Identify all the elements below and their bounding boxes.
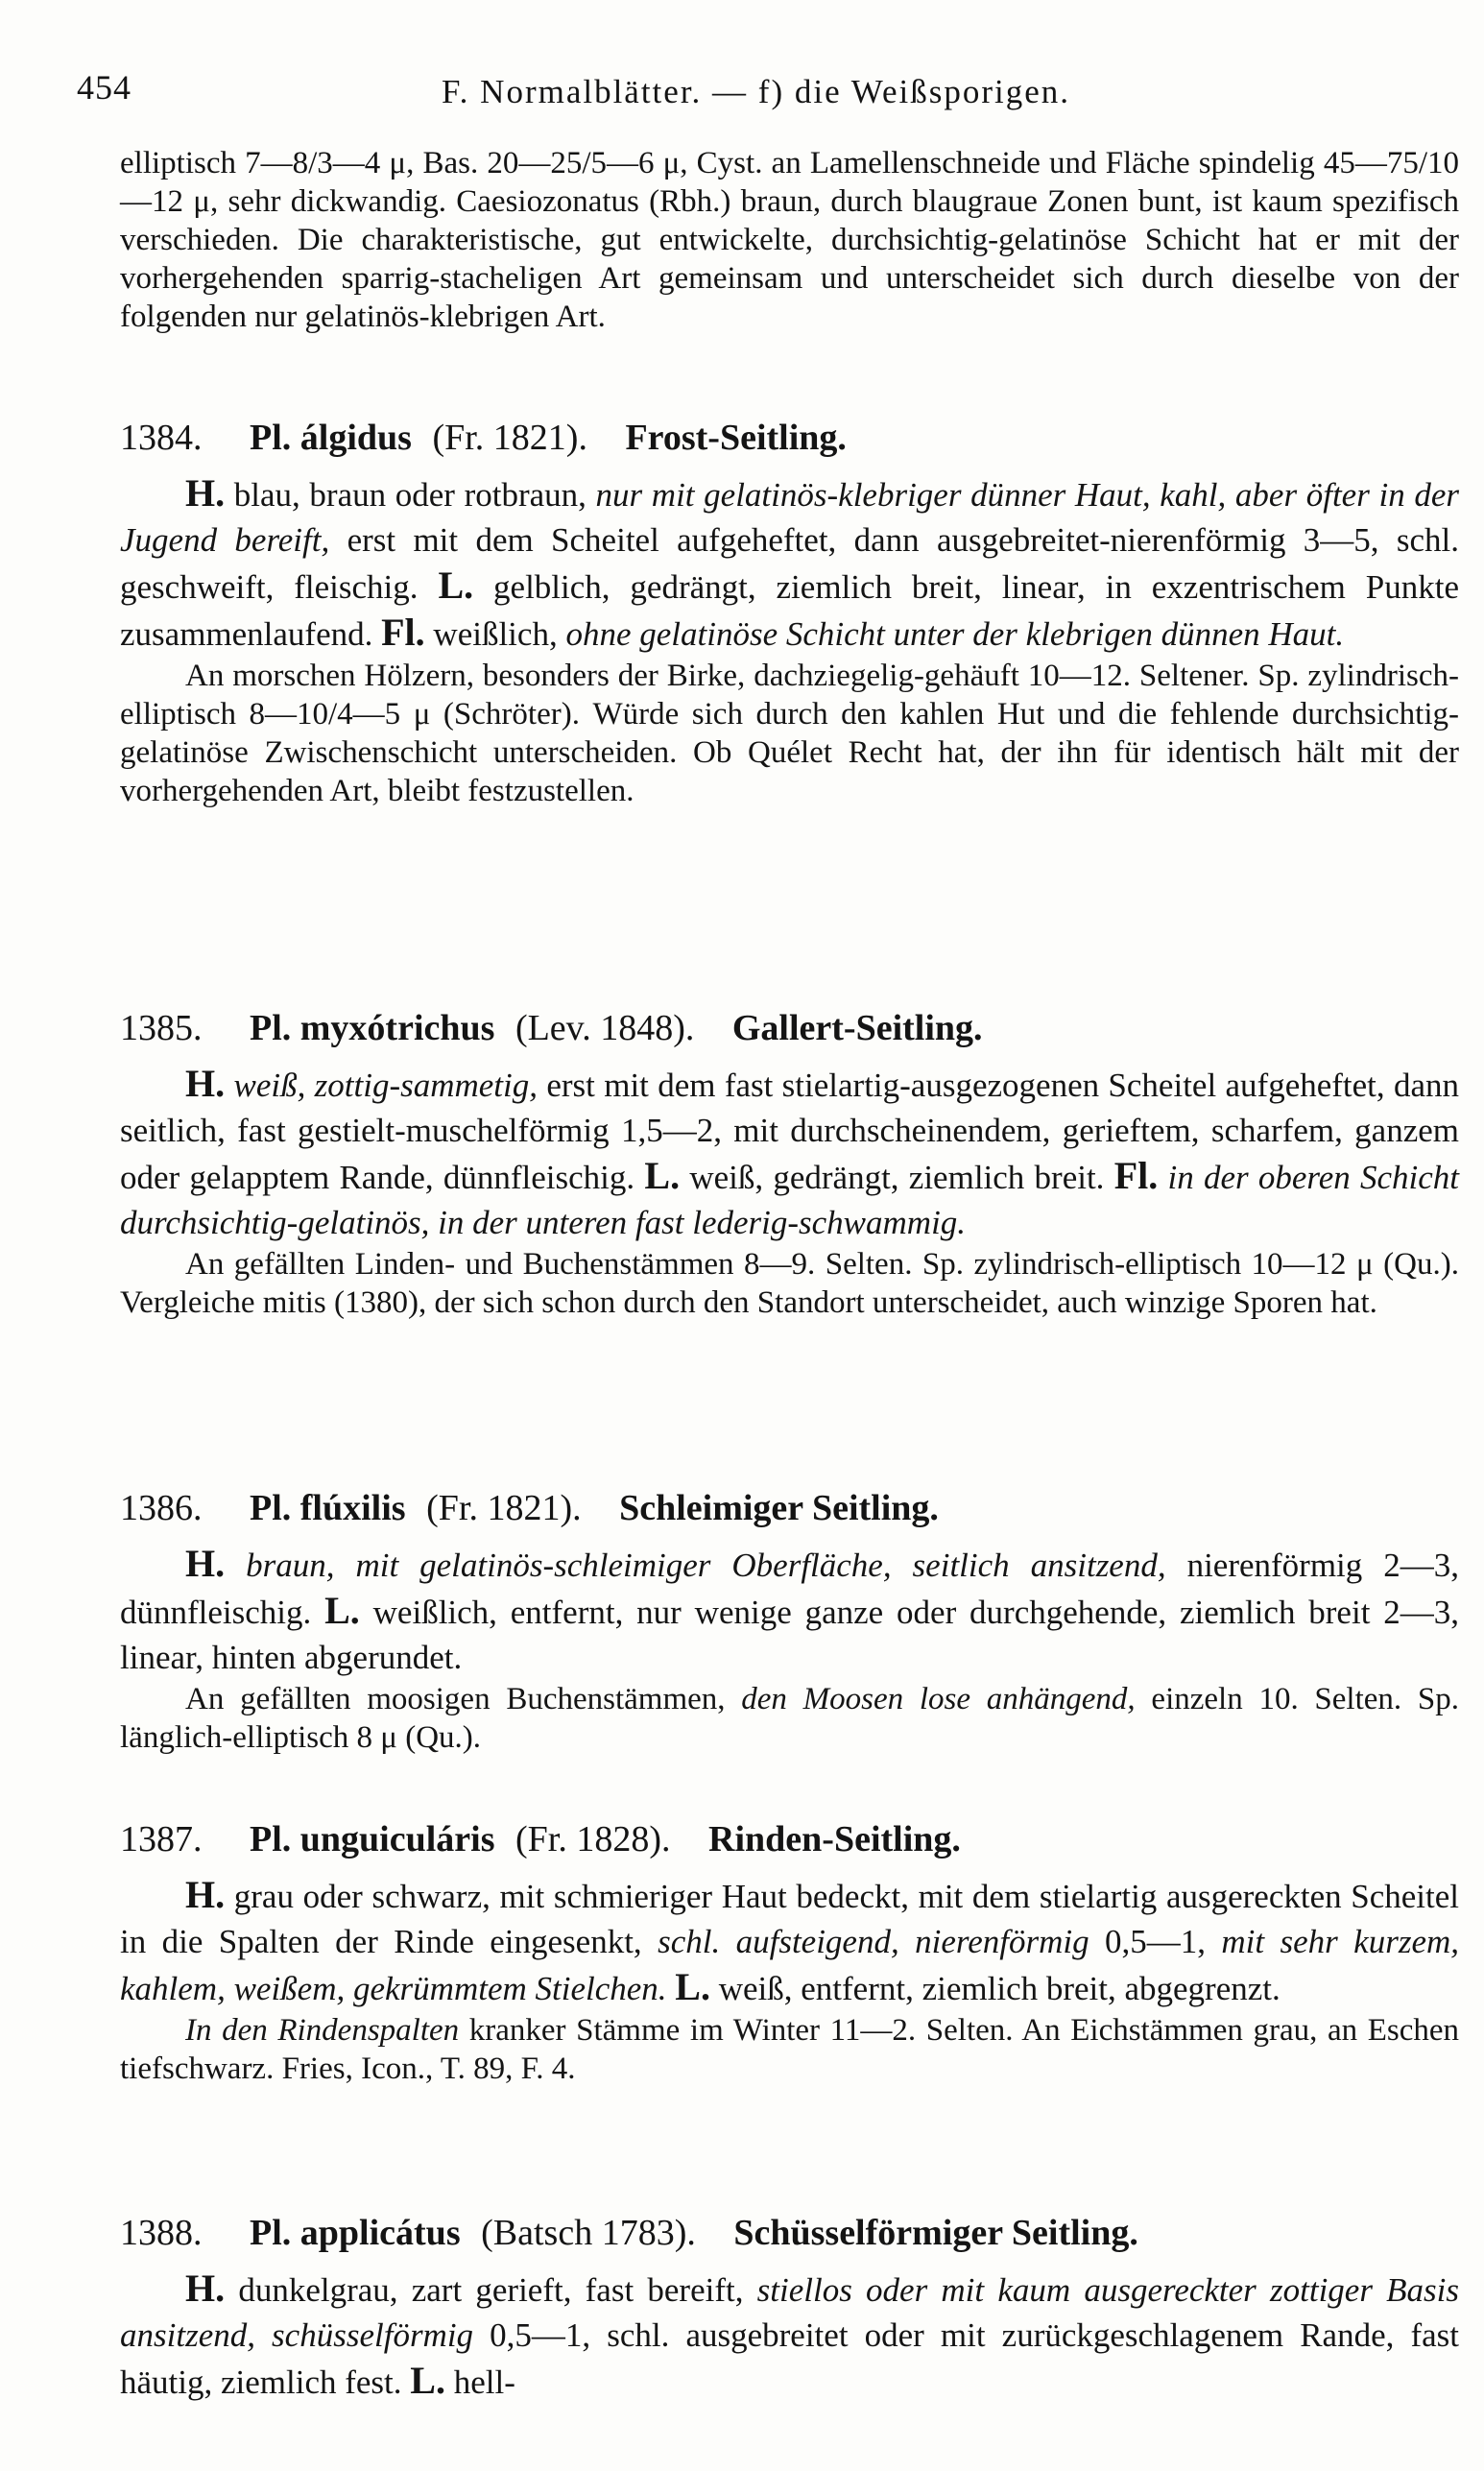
description [120,470,1459,657]
entry-1388 [120,2208,1459,2405]
author-citation: (Batsch 1783). [481,2213,696,2253]
hat-text: 0,5—1, [1104,1923,1206,1960]
entry-number: 1384. [120,418,203,458]
habitat-text: kranker Stämme im Winter 11—2. Selten. An Eichstämmen grau, an Eschen tiefschwarz. Fries, Icon., T. 89, F. 4. [120,2013,1459,2086]
description [120,1541,1459,1680]
flesh-label: Fl. [381,611,425,654]
hat-label: H. [185,1062,226,1105]
habitat-notes: An gefällten Linden- und Buchenstämmen 8—9. Selten. Sp. zylindrisch-elliptisch 10—12 μ (Qu.). Vergleiche mitis (1380), der sich schon durch den Standort unterscheidet, auch winzige Sporen hat. [120,1247,1459,1320]
species-name: applicátus [299,2213,461,2253]
hat-text-italic: schl. aufsteigend, nierenförmig [658,1923,1089,1960]
flesh-text-italic: in der oberen Schicht durchsichtig-gelatinös, in der unteren fast lederig-schwammig. [120,1159,1460,1241]
habitat-text-italic: den Moosen lose anhängend, [741,1682,1136,1716]
entry-heading [120,2208,1459,2258]
page-header [77,67,1440,115]
lamellae-text: gelblich, gedrängt, ziemlich breit, linear, in exzentrischem Punkte zusammenlaufend. [120,568,1460,653]
hat-label: H. [185,471,226,515]
hat-text: nierenförmig 2—3, dünnfleischig. [120,1547,1460,1631]
habitat-text: An gefällten moosigen Buchenstämmen, [185,1682,726,1716]
running-head: F. Normalblätter. — f) die Weißsporigen. [442,73,1071,110]
entry-1384 [120,413,1459,810]
entry-number: 1386. [120,1488,203,1528]
flesh-text-italic: ohne gelatinöse Schicht unter der klebrigen dünnen Haut. [565,615,1345,653]
genus-abbr: Pl. [250,2213,292,2253]
genus-abbr: Pl. [250,418,292,458]
entry-heading [120,413,1459,463]
hat-text: dunkelgrau, zart gerieft, fast bereift, [238,2271,744,2309]
lamellae-label: L. [410,2359,445,2402]
common-name: Schüsselförmiger Seitling. [733,2213,1138,2253]
species-name: unguiculáris [299,1819,495,1859]
habitat-notes: An morschen Hölzern, besonders der Birke, dachziegelig-gehäuft 10—12. Seltener. Sp. zylindrisch-elliptisch 8—10/4—5 μ (Schröter). Würde sich durch den kahlen Hut und die fehlende durchsichtig-gelatinöse Zwischenschicht unterscheiden. Ob Quélet Recht hat, der ihn für identisch hält mit der vorhergehenden Art, bleibt festzustellen. [120,659,1459,808]
common-name: Schleimiger Seitling. [619,1488,939,1528]
hat-label: H. [185,2267,226,2310]
species-name: myxótrichus [299,1008,495,1048]
lamellae-text: weiß, entfernt, ziemlich breit, abgegrenzt. [718,1970,1281,2007]
hat-label: H. [185,1542,226,1585]
species-name: álgidus [299,418,412,458]
common-name: Gallert-Seitling. [731,1008,983,1048]
author-citation: (Fr. 1821). [426,1488,582,1528]
entry-1386 [120,1483,1459,1757]
hat-text-italic: nur mit gelatinös-klebriger dünner Haut, kahl, aber öfter in der Jugend bereift, [120,476,1459,559]
hat-text-italic: mit sehr kurzem, kahlem, weißem, gekrümmtem Stielchen. [120,1923,1460,2007]
hat-text: blau, braun oder rotbraun, [233,476,586,514]
entry-heading [120,1483,1459,1533]
habitat-notes [120,2011,1459,2088]
hat-label: H. [185,1873,226,1916]
hat-text-italic: weiß, zottig-sammetig, [233,1067,539,1104]
entry-1385 [120,1003,1459,1322]
entry-1387 [120,1814,1459,2088]
lamellae-text: hell- [453,2363,515,2401]
genus-abbr: Pl. [250,1488,292,1528]
genus-abbr: Pl. [250,1819,292,1859]
entry-number: 1388. [120,2213,203,2253]
hat-text: 0,5—1, schl. ausgebreitet oder mit zurückgeschlagenem Rande, fast häutig, ziemlich fest. [120,2316,1459,2401]
habitat-text-italic: In den Rindenspalten [185,2013,460,2048]
author-citation: (Fr. 1828). [515,1819,671,1859]
hat-text: erst mit dem Scheitel aufgeheftet, dann ausgebreitet-nierenförmig 3—5, schl. geschweift, fleischig. [120,521,1460,606]
common-name: Frost-Seitling. [625,418,847,458]
hat-text-italic: braun, mit gelatinös-schleimiger Oberfläche, seitlich ansitzend, [246,1547,1166,1584]
genus-abbr: Pl. [250,1008,292,1048]
lamellae-text: weißlich, entfernt, nur wenige ganze oder durchgehende, ziemlich breit 2—3, linear, hinten abgerundet. [120,1594,1460,1676]
hat-text: erst mit dem fast stielartig-ausgezogenen Scheitel aufgeheftet, dann seitlich, fast gestielt-muschelförmig 1,5—2, mit durchscheinendem, gerieftem, scharfem, ganzem oder gelapptem Rande, dünnfleischig. [120,1067,1460,1196]
flesh-text: weißlich, [433,615,558,653]
description [120,1061,1459,1245]
habitat-notes [120,1680,1459,1757]
lamellae-label: L. [644,1154,681,1197]
author-citation: (Fr. 1821). [432,418,587,458]
species-name: flúxilis [299,1488,406,1528]
lamellae-label: L. [675,1965,710,2008]
intro-text: elliptisch 7—8/3—4 μ, Bas. 20—25/5—6 μ, Cyst. an Lamellenschneide und Fläche spindelig 45—75/10—12 μ, sehr dickwandig. Caesiozonatus (Rbh.) braun, durch blaugraue Zonen bunt, ist kaum spezifisch verschieden. Die charakteristische, gut entwickelte, durchsichtig-gelatinöse Schicht hat er mit der vorhergehenden sparrig-stacheligen Art gemeinsam und unterscheidet sich durch dieselbe von der folgenden nur gelatinös-klebrigen Art. [120,146,1459,334]
lamellae-label: L. [438,564,474,607]
lamellae-label: L. [324,1589,360,1632]
flesh-label: Fl. [1113,1154,1159,1197]
lamellae-text: weiß, gedrängt, ziemlich breit. [689,1159,1105,1196]
description [120,1872,1459,2011]
description [120,2266,1459,2405]
page-number: 454 [77,68,132,107]
entry-number: 1385. [120,1008,203,1048]
habitat-text: einzeln 10. Selten. Sp. länglich-elliptisch 8 μ (Qu.). [120,1682,1460,1755]
entry-heading [120,1003,1459,1053]
entry-number: 1387. [120,1819,203,1859]
entry-heading [120,1814,1459,1864]
common-name: Rinden-Seitling. [708,1819,961,1859]
hat-text-italic: stiellos oder mit kaum ausgereckter zottiger Basis ansitzend, schüsselförmig [120,2271,1459,2354]
author-citation: (Lev. 1848). [515,1008,695,1048]
intro-paragraph [120,144,1459,336]
hat-text: grau oder schwarz, mit schmieriger Haut bedeckt, mit dem stielartig ausgereckten Scheitel in die Spalten der Rinde eingesenkt, [120,1878,1460,1960]
